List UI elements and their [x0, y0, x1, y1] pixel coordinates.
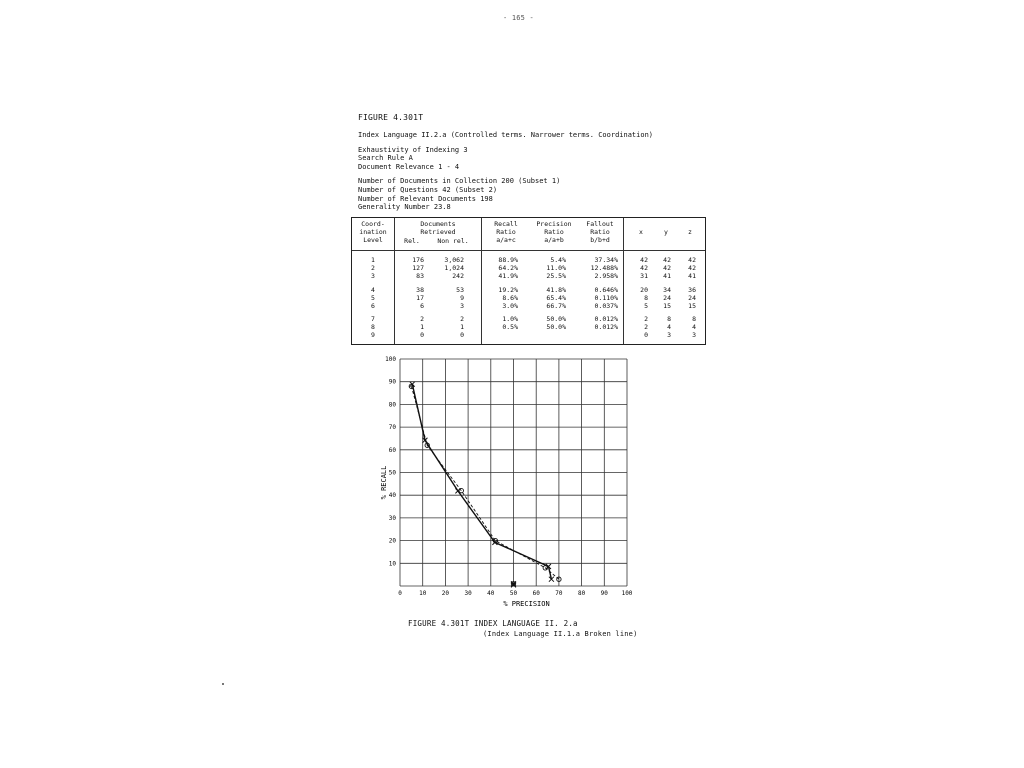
cell-fallout: 0.012% [594, 315, 618, 323]
cell-z: 42 [688, 256, 696, 264]
cell-y: 4 [667, 323, 671, 331]
cell-rel: 2 [420, 315, 424, 323]
cell-level: 5 [371, 294, 375, 302]
cell-rel: 17 [416, 294, 424, 302]
x-tick-label: 0 [398, 590, 402, 597]
cell-level: 4 [371, 286, 375, 294]
cell-level: 7 [371, 315, 375, 323]
figure-label: FIGURE 4.301T [358, 113, 424, 122]
scan-speck [222, 683, 224, 685]
cell-rel: 127 [412, 264, 424, 272]
cell-y: 41 [663, 272, 671, 280]
cell-rel: 83 [416, 272, 424, 280]
cell-nonrel: 3 [460, 302, 464, 310]
cell-y: 8 [667, 315, 671, 323]
cell-fallout: 0.646% [594, 286, 618, 294]
header-nonrel: Non rel. [437, 237, 469, 245]
cell-fallout: 2.958% [594, 272, 618, 280]
cell-level: 6 [371, 302, 375, 310]
exhaustivity-line: Exhaustivity of Indexing 3 [358, 145, 468, 154]
cell-level: 9 [371, 331, 375, 339]
cell-level: 1 [371, 256, 375, 264]
cell-nonrel: 3,062 [444, 256, 464, 264]
x-tick-label: 50 [509, 590, 518, 597]
cell-y: 34 [663, 286, 671, 294]
page-number: - 165 - [503, 14, 534, 22]
x-tick-label: 60 [532, 590, 540, 597]
series-line [411, 386, 559, 579]
cell-precision: 66.7% [546, 302, 566, 310]
cell-nonrel: 1,024 [444, 264, 464, 272]
x-tick-label: 100 [621, 590, 633, 597]
cell-y: 42 [663, 256, 671, 264]
cell-z: 3 [692, 331, 696, 339]
y-tick-label: 20 [388, 537, 396, 545]
cell-rel: 6 [420, 302, 424, 310]
cell-recall: 0.5% [502, 323, 518, 331]
figure-caption: FIGURE 4.301T INDEX LANGUAGE II. 2.a [408, 619, 578, 628]
cell-precision: 50.0% [546, 323, 566, 331]
cell-nonrel: 1 [460, 323, 464, 331]
cell-x: 31 [640, 272, 648, 280]
cell-level: 8 [371, 323, 375, 331]
cell-x: 42 [640, 256, 648, 264]
cell-level: 2 [371, 264, 375, 272]
header-fallout: Fallout Ratio b/b+d [586, 220, 614, 245]
collection-size-line: Number of Documents in Collection 200 (Subset 1) [358, 177, 561, 186]
cell-precision: 41.8% [546, 286, 566, 294]
cell-nonrel: 53 [456, 286, 464, 294]
question-count-line: Number of Questions 42 (Subset 2) [358, 185, 498, 194]
cell-x: 0 [644, 331, 648, 339]
cell-fallout: 37.34% [594, 256, 618, 264]
cell-y: 3 [667, 331, 671, 339]
cell-z: 15 [688, 302, 696, 310]
x-axis-label: % PRECISION [503, 600, 550, 608]
cell-z: 41 [688, 272, 696, 280]
cell-x: 5 [644, 302, 648, 310]
cell-x: 42 [640, 264, 648, 272]
x-tick-label: 30 [464, 590, 472, 597]
cell-nonrel: 2 [460, 315, 464, 323]
cell-x: 8 [644, 294, 648, 302]
header-recall: Recall Ratio a/a+c [494, 220, 518, 245]
y-tick-label: 80 [388, 401, 396, 409]
header-y: y [664, 228, 668, 236]
cell-x: 20 [640, 286, 648, 294]
x-tick-label: 10 [419, 590, 427, 597]
x-tick-label: 80 [577, 590, 586, 597]
index-language-line: Index Language II.2.a (Controlled terms. Narrower terms. Coordination) [358, 131, 654, 139]
y-tick-label: 90 [388, 378, 396, 386]
cell-precision: 50.0% [546, 315, 566, 323]
cell-fallout: 0.110% [594, 294, 618, 302]
x-tick-label: 90 [600, 590, 608, 597]
cell-nonrel: 0 [460, 331, 464, 339]
cell-rel: 38 [416, 286, 424, 294]
cell-rel: 176 [412, 256, 424, 264]
header-coordination-level: Coord- ination Level [359, 220, 387, 245]
cell-x: 2 [644, 323, 648, 331]
cell-y: 24 [663, 294, 671, 302]
cell-z: 24 [688, 294, 696, 302]
results-table [351, 217, 706, 345]
series-line [412, 384, 551, 579]
relevant-documents-line: Number of Relevant Documents 198 [358, 194, 493, 203]
header-precision: Precision Ratio a/a+b [536, 220, 572, 245]
cell-y: 15 [663, 302, 671, 310]
cell-nonrel: 9 [460, 294, 464, 302]
cell-recall: 88.9% [498, 256, 518, 264]
header-documents-retrieved: Documents Retrieved [420, 220, 456, 237]
header-rel: Rel. [404, 237, 420, 245]
document-relevance-line: Document Relevance 1 - 4 [358, 162, 460, 171]
y-axis-label: % RECALL [380, 465, 388, 500]
cell-precision: 11.0% [546, 264, 566, 272]
cell-z: 42 [688, 264, 696, 272]
y-tick-label: 100 [385, 356, 396, 363]
recall-precision-chart [378, 354, 634, 610]
cell-z: 4 [692, 323, 696, 331]
cell-recall: 3.0% [502, 302, 518, 310]
cell-rel: 0 [420, 331, 424, 339]
cell-rel: 1 [420, 323, 424, 331]
cell-recall: 19.2% [498, 286, 518, 294]
cell-y: 42 [663, 264, 671, 272]
x-tick-label: 70 [555, 590, 563, 597]
cell-recall: 41.9% [498, 272, 518, 280]
cell-precision: 5.4% [550, 256, 566, 264]
cell-precision: 65.4% [546, 294, 566, 302]
y-tick-label: 40 [388, 492, 396, 500]
y-tick-label: 10 [388, 560, 396, 568]
cell-level: 3 [371, 272, 375, 280]
experiment-parameters [358, 131, 653, 212]
y-tick-label: 30 [388, 514, 396, 522]
y-tick-label: 60 [388, 446, 396, 454]
generality-number-line: Generality Number 23.8 [358, 203, 451, 212]
cell-x: 2 [644, 315, 648, 323]
cell-fallout: 12.488% [590, 264, 618, 272]
header-z: z [688, 228, 692, 236]
cell-recall: 64.2% [498, 264, 518, 272]
x-tick-label: 40 [487, 590, 495, 597]
header-x: x [639, 228, 643, 236]
y-tick-label: 70 [388, 424, 396, 432]
x-tick-label: 20 [441, 590, 450, 597]
y-tick-label: 50 [388, 469, 396, 477]
cell-fallout: 0.037% [594, 302, 618, 310]
cell-precision: 25.5% [546, 272, 566, 280]
cell-z: 36 [688, 286, 696, 294]
cell-z: 8 [692, 315, 696, 323]
cell-recall: 1.0% [502, 315, 518, 323]
cell-fallout: 0.012% [594, 323, 618, 331]
search-rule-line: Search Rule A [358, 154, 413, 163]
cell-nonrel: 242 [452, 272, 464, 280]
cell-recall: 8.6% [502, 294, 518, 302]
figure-caption-note: (Index Language II.1.a Broken line) [483, 630, 638, 638]
